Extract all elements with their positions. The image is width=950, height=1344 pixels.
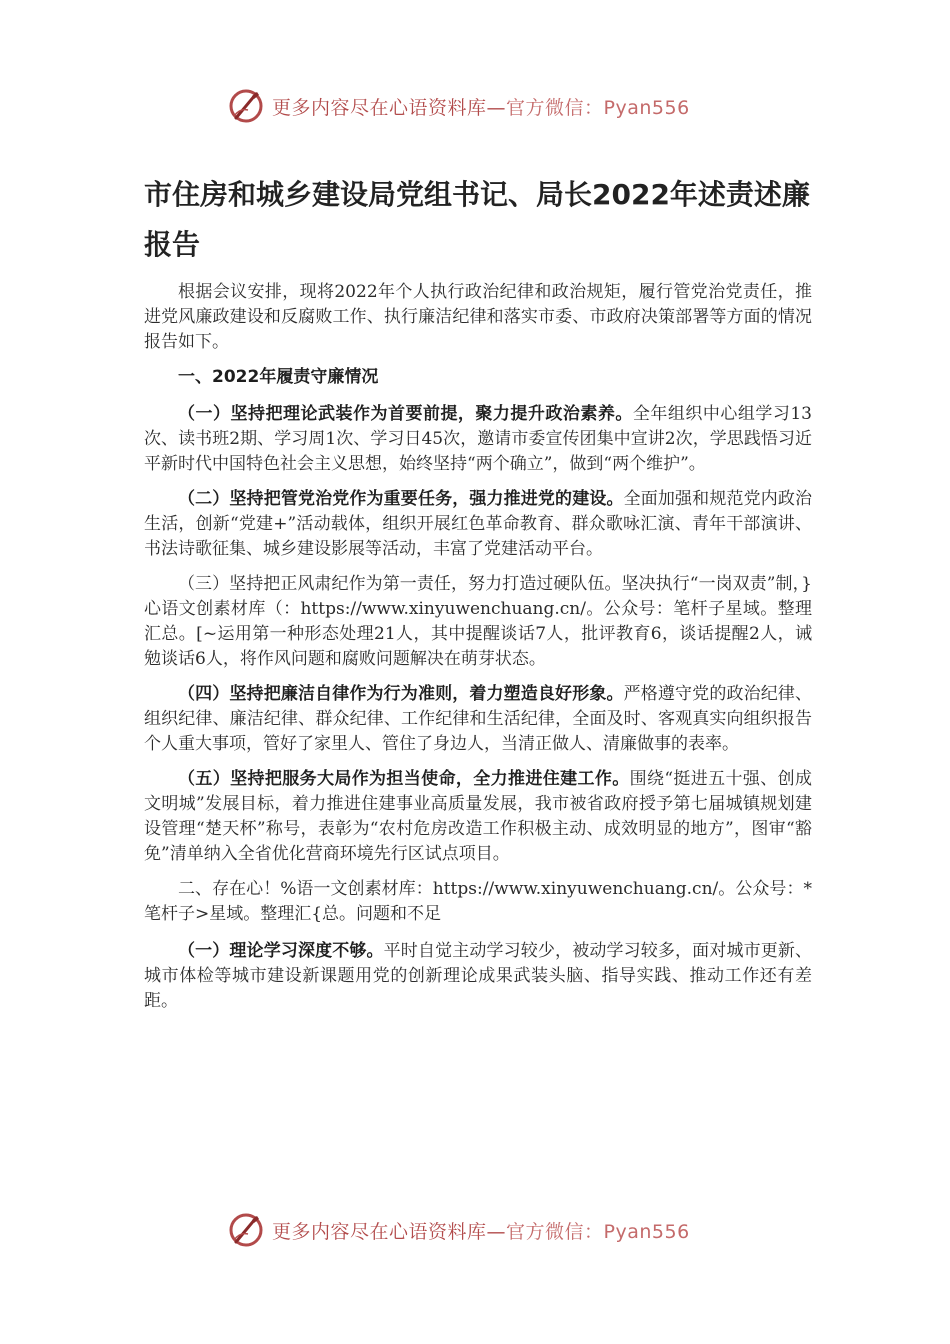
- watermark-text: 更多内容尽在心语资料库—官方微信：Pyan556: [272, 96, 690, 119]
- paragraph: （一）坚持把理论武装作为首要前提，聚力提升政治素养。全年组织中心组学习13次、读书班2期、学习周1次、学习日45次，邀请市委宣传团集中宣讲2次，学思践悟习近平新时代中国特色社会主义思想，始终坚持“两个确立”，做到“两个维护”。: [144, 404, 813, 474]
- watermark-text: 更多内容尽在心语资料库—官方微信：Pyan556: [272, 1220, 690, 1243]
- intro-paragraph: 根据会议安排，现将2022年个人执行政治纪律和政治规矩，履行管党治党责任，推进党风廉政建设和反腐败工作、执行廉洁纪律和落实市委、市政府决策部署等方面的情况报告如下。: [144, 282, 812, 352]
- paragraph: （三）坚持把正风肃纪作为第一责任，努力打造过硬队伍。坚决执行“一岗双责”制，}心语文创素材库（：https://www.xinyuwenchuang.cn/。公众号：笔杆子星域。整理汇总。[~运用第一种形态处理21人，其中提醒谈话7人，批评教育6，谈话提醒2人，诫勉谈话6人，将作风问题和腐败问题解决在萌芽状态。: [144, 574, 812, 669]
- paragraph: （二）坚持把管党治党作为重要任务，强力推进党的建设。全面加强和规范党内政治生活，创新“党建+”活动载体，组织开展红色革命教育、群众歌咏汇演、青年干部演讲、书法诗歌征集、城乡建设影展等活动，丰富了党建活动平台。: [144, 489, 813, 559]
- paragraph: （五）坚持把服务大局作为担当使命，全力推进住建工作。围绕“挺进五十强、创成文明城”发展目标，着力推进住建事业高质量发展，我市被省政府授予第七届城镇规划建设管理“楚天杯”称号，表彰为“农村危房改造工作积极主动、成效明显的地方”，图审“豁免”清单纳入全省优化营商环境先行区试点项目。: [144, 769, 812, 864]
- section-heading: 二、存在心！%语一文创素材库：https://www.xinyuwenchuang.cn/。公众号：*笔杆子>星域。整理汇{总。问题和不足: [144, 879, 812, 924]
- pen-circle-logo-icon: [226, 1210, 266, 1250]
- paragraph: （四）坚持把廉洁自律作为行为准则，着力塑造良好形象。严格遵守党的政治纪律、组织纪律、廉洁纪律、群众纪律、工作纪律和生活纪律，全面及时、客观真实向组织报告个人重大事项，管好了家里人、管住了身边人，当清正做人、清廉做事的表率。: [144, 684, 813, 754]
- pen-circle-logo-icon: [226, 86, 266, 126]
- paragraph: （一）理论学习深度不够。平时自觉主动学习较少，被动学习较多，面对城市更新、城市体检等城市建设新课题用党的创新理论成果武装头脑、指导实践、推动工作还有差距。: [144, 941, 813, 1011]
- watermark-banner-top: [226, 84, 746, 128]
- section-heading: 一、2022年履责守廉情况: [178, 367, 379, 387]
- watermark-banner-bottom: [226, 1208, 746, 1252]
- page-title: 市住房和城乡建设局党组书记、局长2022年述责述廉报告: [144, 178, 810, 261]
- document-body: [144, 280, 812, 1024]
